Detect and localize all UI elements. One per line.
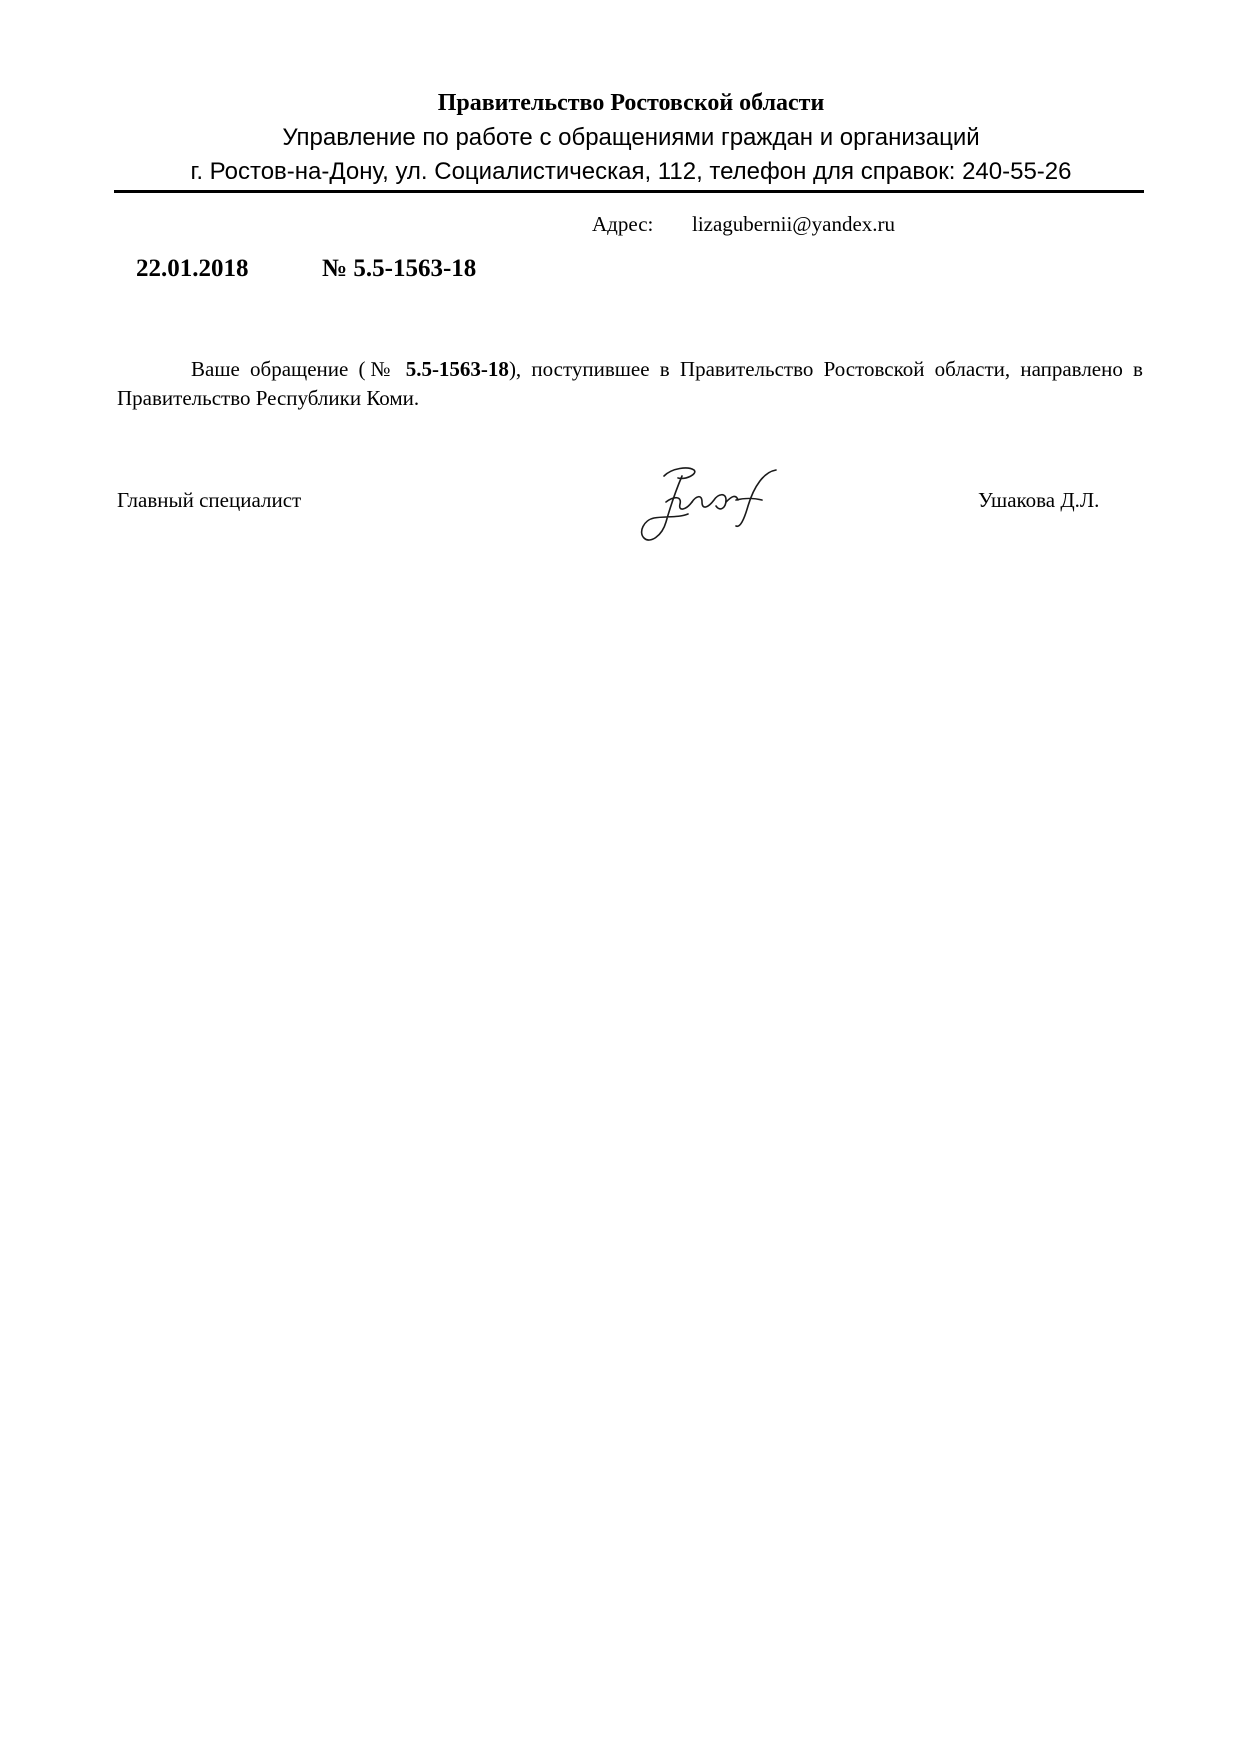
body-text-part2: ), поступившее в Правительство Ростовской области, направлено в Правительство Республики Коми. [117, 357, 1143, 410]
organization-title: Правительство Ростовской области [437, 90, 825, 116]
handwritten-signature [636, 462, 786, 550]
header-divider [114, 190, 1144, 193]
document-number: № 5.5-1563-18 [322, 255, 477, 282]
letter-body [117, 355, 1143, 413]
body-reference-number: 5.5-1563-18 [405, 357, 509, 381]
recipient-email: lizagubernii@yandex.ru [692, 212, 896, 236]
department-name: Управление по работе с обращениями граждан и организаций [282, 124, 980, 151]
signer-position: Главный специалист [117, 488, 302, 512]
document-date: 22.01.2018 [136, 255, 249, 282]
recipient-address-label: Адрес: [592, 212, 654, 236]
organization-address: г. Ростов-на-Дону, ул. Социалистическая, 112, телефон для справок: 240-55-26 [190, 158, 1072, 185]
signer-name: Ушакова Д.Л. [978, 488, 1100, 512]
body-text-part1: Ваше обращение (№ [191, 357, 406, 381]
